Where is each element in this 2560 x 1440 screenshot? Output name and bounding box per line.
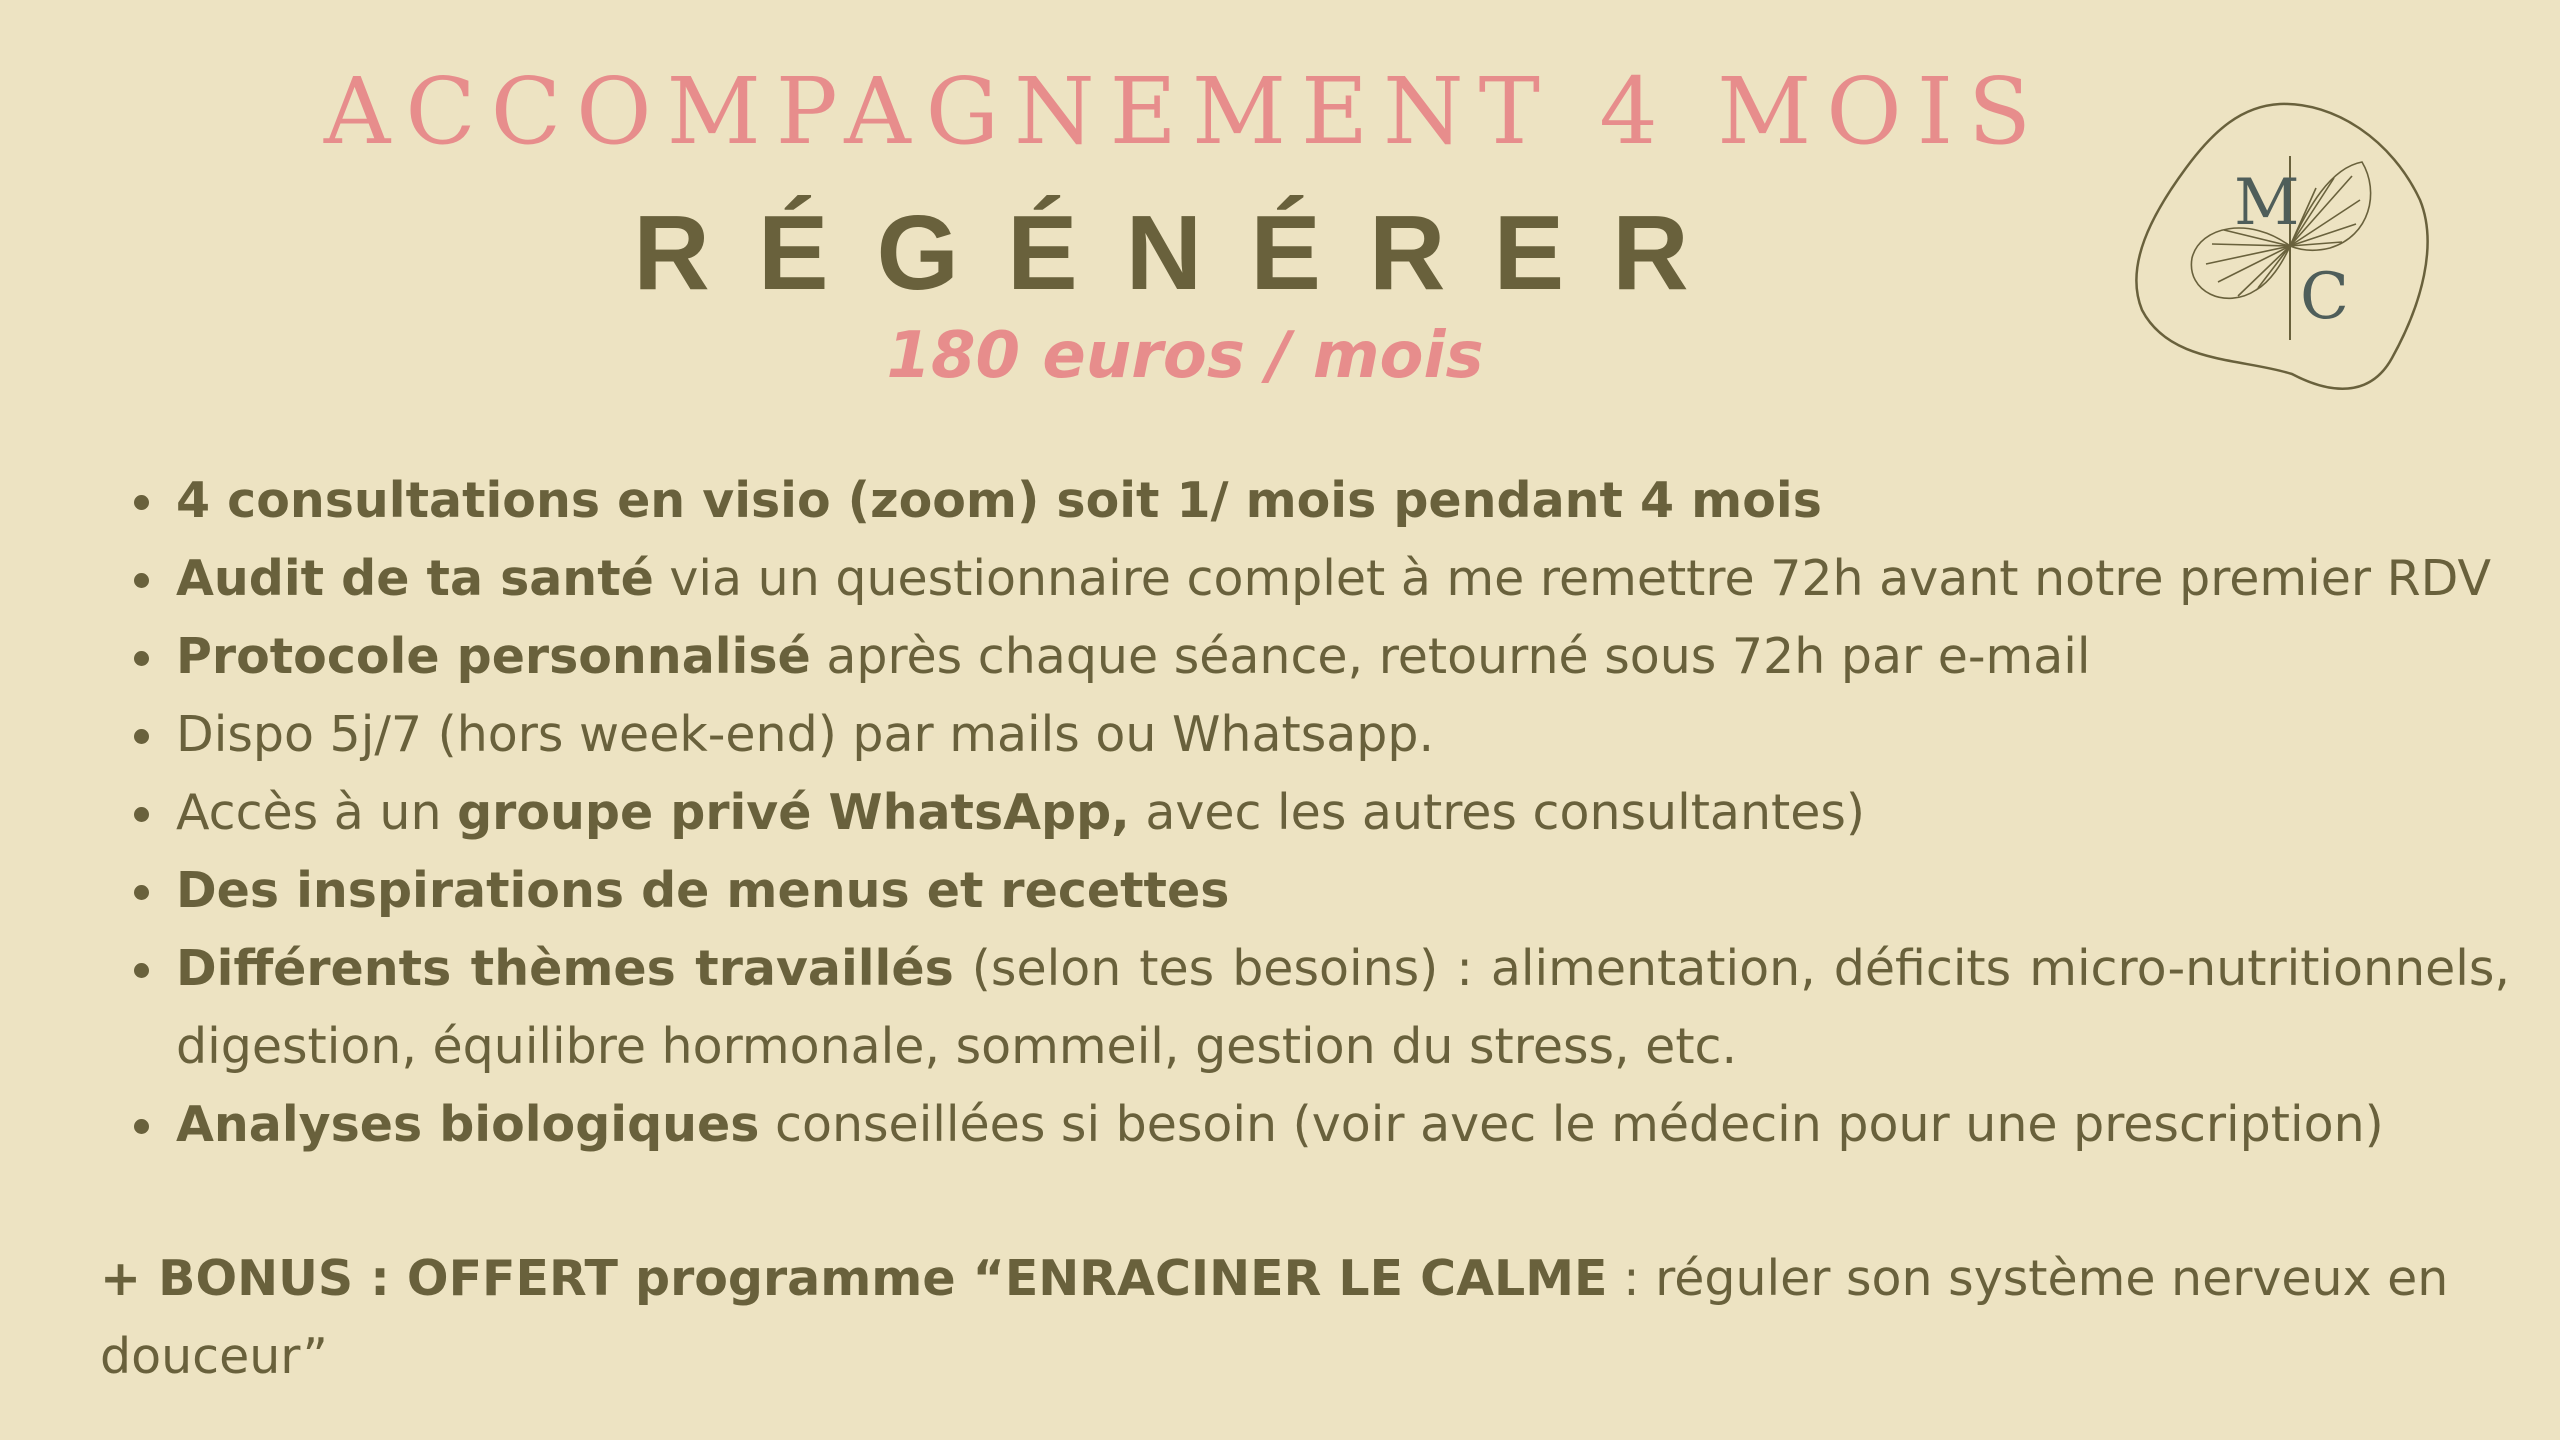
logo-letter-c: C (2300, 260, 2349, 334)
list-item-consultations (130, 462, 2510, 540)
item-bold: Différents thèmes travaillés (176, 940, 954, 997)
list-item-whatsapp-group (130, 774, 2510, 852)
program-title: RÉGÉNÉRER (633, 194, 1737, 312)
item-bold: 4 consultations en visio (zoom) soit 1/ mois pendant 4 mois (176, 472, 1822, 529)
item-text: avec les autres consultantes) (1129, 784, 1866, 841)
bonus-line (100, 1240, 2520, 1396)
list-item-themes (130, 930, 2510, 1086)
list-item-protocole (130, 618, 2510, 696)
list-item-dispo (130, 696, 2510, 774)
item-pre: Accès à un (176, 784, 458, 841)
bonus-bold: + BONUS : OFFERT programme “ENRACINER LE CALME (100, 1250, 1608, 1307)
item-text: conseillées si besoin (voir avec le médecin pour une prescription) (759, 1096, 2384, 1153)
program-kicker: ACCOMPAGNEMENT 4 MOIS (323, 58, 2047, 165)
mc-logo (2130, 96, 2430, 396)
program-price: 180 euros / mois (886, 319, 1484, 393)
item-text: via un questionnaire complet à me remettre 72h avant notre premier RDV (653, 550, 2492, 607)
item-text: (selon tes besoins) : alimentation, déficits micro-nutritionnels, digestion, équilibre hormonale, sommeil, gestion du stress, etc. (176, 940, 2511, 1075)
item-bold: Des inspirations de menus et recettes (176, 862, 1230, 919)
item-bold: Protocole personnalisé (176, 628, 811, 685)
item-bold: groupe privé WhatsApp, (457, 784, 1130, 841)
list-item-recettes (130, 852, 2510, 930)
item-text: après chaque séance, retourné sous 72h par e-mail (810, 628, 2091, 685)
item-text: Dispo 5j/7 (hors week-end) par mails ou Whatsapp. (176, 706, 1435, 763)
logo-letter-m: M (2234, 166, 2300, 240)
bonus-text: : réguler son système nerveux en douceur” (100, 1250, 2449, 1385)
item-bold: Audit de ta santé (176, 550, 654, 607)
list-item-audit (130, 540, 2510, 618)
benefits-list (130, 462, 2510, 1164)
list-item-analyses (130, 1086, 2510, 1164)
item-bold: Analyses biologiques (176, 1096, 760, 1153)
